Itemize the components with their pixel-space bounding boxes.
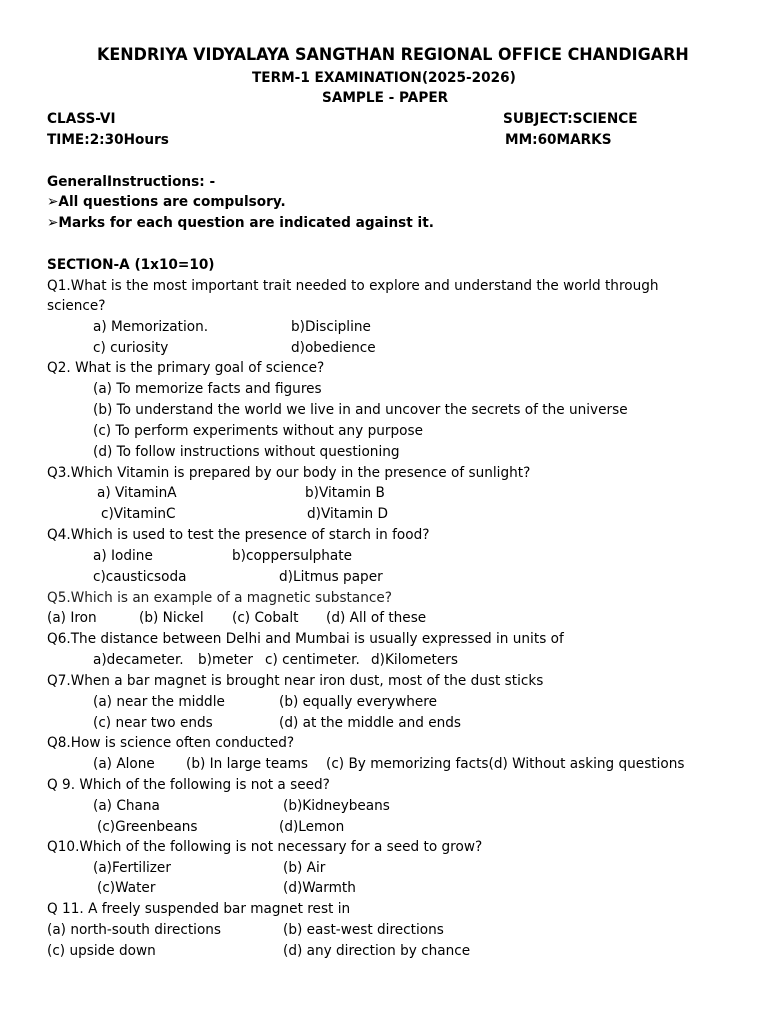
question-text: Q1.What is the most important trait needed to explore and understand the world through: [47, 278, 659, 294]
option: a) VitaminA: [97, 485, 177, 501]
option: a) Iodine: [93, 548, 153, 564]
option: (a) near the middle: [93, 694, 225, 710]
option: (c) Cobalt: [232, 610, 299, 626]
subject-label: SUBJECT:SCIENCE: [503, 111, 638, 127]
option: a)decameter.: [93, 652, 184, 668]
question-text-cont: science?: [47, 298, 106, 314]
option: (c)Greenbeans: [97, 819, 198, 835]
option: c) centimeter.: [265, 652, 360, 668]
option: (a) Chana: [93, 798, 160, 814]
option: (c) To perform experiments without any purpose: [93, 423, 423, 439]
option: c)causticsoda: [93, 569, 187, 585]
option: b)Vitamin B: [305, 485, 385, 501]
option: (a)Fertilizer: [93, 860, 171, 876]
option: (d) To follow instructions without questioning: [93, 444, 400, 460]
option: (c) near two ends: [93, 715, 213, 731]
option: a) Memorization.: [93, 319, 209, 335]
option: (b) equally everywhere: [279, 694, 437, 710]
instruction-item: ➢Marks for each question are indicated against it.: [47, 215, 434, 231]
question-text: Q3.Which Vitamin is prepared by our body in the presence of sunlight?: [47, 465, 531, 481]
option: b)Discipline: [291, 319, 371, 335]
class-label: CLASS-VI: [47, 111, 116, 127]
option: (a) north-south directions: [47, 922, 222, 938]
option: d)Kilometers: [371, 652, 458, 668]
question-text: Q2. What is the primary goal of science?: [47, 360, 325, 376]
option: (b) east-west directions: [283, 922, 444, 938]
option: (c) By memorizing facts(d) Without asking questions: [326, 756, 685, 772]
option: c) curiosity: [93, 340, 169, 356]
option: (b)Kidneybeans: [283, 798, 390, 814]
option: (a) Alone: [93, 756, 155, 772]
instruction-item: ➢All questions are compulsory.: [47, 194, 286, 210]
option: (a) Iron: [47, 610, 97, 626]
option: c)VitaminC: [101, 506, 176, 522]
option: d)obedience: [291, 340, 376, 356]
option: (b) Air: [283, 860, 326, 876]
exam-title: TERM-1 EXAMINATION(2025-2026): [252, 70, 516, 86]
question-text: Q 9. Which of the following is not a seed?: [47, 777, 330, 793]
option: (d) any direction by chance: [283, 943, 471, 959]
section-heading: SECTION-A (1x10=10): [47, 257, 215, 273]
question-text: Q7.When a bar magnet is brought near iron dust, most of the dust sticks: [47, 673, 544, 689]
option: (c)Water: [97, 880, 156, 896]
paper-type: SAMPLE - PAPER: [322, 90, 449, 106]
question-text: Q5.Which is an example of a magnetic substance?: [47, 590, 393, 606]
question-text: Q6.The distance between Delhi and Mumbai is usually expressed in units of: [47, 631, 564, 647]
option: (b) Nickel: [139, 610, 204, 626]
option: d)Vitamin D: [307, 506, 389, 522]
option: (c) upside down: [47, 943, 156, 959]
option: (a) To memorize facts and figures: [93, 381, 322, 397]
option: (d) at the middle and ends: [279, 715, 461, 731]
max-marks-label: MM:60MARKS: [505, 132, 612, 148]
option: b)meter: [198, 652, 253, 668]
instructions-heading: GeneralInstructions: -: [47, 174, 216, 190]
option: (b) To understand the world we live in and uncover the secrets of the universe: [93, 402, 628, 418]
option: (d) All of these: [326, 610, 427, 626]
option: d)Litmus paper: [279, 569, 383, 585]
option: b)coppersulphate: [232, 548, 352, 564]
option: (b) In large teams: [186, 756, 308, 772]
question-text: Q10.Which of the following is not necessary for a seed to grow?: [47, 839, 483, 855]
option: (d)Lemon: [279, 819, 345, 835]
school-title: KENDRIYA VIDYALAYA SANGTHAN REGIONAL OFFICE CHANDIGARH: [97, 45, 689, 65]
time-label: TIME:2:30Hours: [47, 132, 169, 148]
option: (d)Warmth: [283, 880, 356, 896]
question-text: Q 11. A freely suspended bar magnet rest in: [47, 901, 351, 917]
question-text: Q8.How is science often conducted?: [47, 735, 295, 751]
question-text: Q4.Which is used to test the presence of starch in food?: [47, 527, 430, 543]
